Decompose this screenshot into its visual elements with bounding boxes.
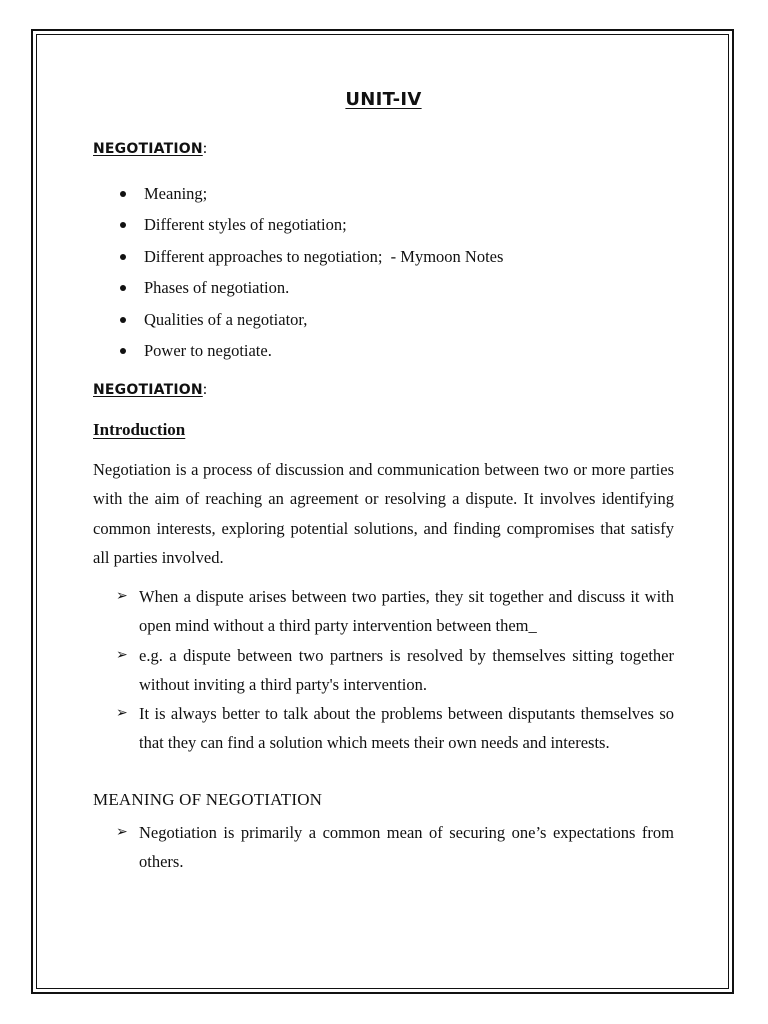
point-text: It is always better to talk about the problems between disputants themselves so that they can find a solution which meets their own needs and interests. [139,704,674,753]
bullet-dot-icon [120,191,126,197]
bullet-dot-icon [120,317,126,323]
topic-text: Different styles of negotiation; [144,215,347,235]
point-text: When a dispute arises between two parties, they sit together and discuss it with open mind without a third party intervention between them_ [139,587,674,636]
list-item [93,582,674,641]
section-heading-label: NEGOTIATION [93,382,203,398]
arrow-bullet-icon: ➢ [116,588,128,604]
topic-text: Phases of negotiation. [144,278,290,298]
section-heading-label: NEGOTIATION [93,141,203,157]
meaning-heading: MEANING OF NEGOTIATION [93,790,323,809]
intro-paragraph: Negotiation is a process of discussion and communication between two or more parties with the aim of reaching an agreement or resolving a dispute. It involves identifying common interests, exploring potential solutions, and finding compromises that satisfy all parties involved. [93,460,674,567]
list-item [93,641,674,700]
section-heading-negotiation-1 [93,140,207,158]
arrow-bullet-icon: ➢ [116,705,128,722]
bullet-dot-icon [120,222,126,228]
intro-heading: Introduction [93,420,186,439]
bullet-dot-icon [120,348,126,354]
list-item [93,335,503,366]
arrow-bullet-icon: ➢ [116,824,128,840]
unit-title: UNIT-IV [345,89,422,110]
point-list [93,582,674,758]
topic-list [93,178,503,366]
section-heading-colon: : [202,381,208,398]
point-text: Negotiation is primarily a common mean of securing one’s expectations from others. [139,823,674,872]
bullet-dot-icon [120,285,126,291]
arrow-bullet-icon: ➢ [116,646,128,663]
list-item [93,699,674,758]
section-heading-colon: : [202,140,208,157]
topic-text: Meaning; [144,184,208,203]
list-item [93,272,503,303]
topic-text: Qualities of a negotiator, [144,309,308,329]
meaning-point-list [93,818,674,877]
list-item [93,818,674,877]
list-item [93,241,503,272]
section-heading-negotiation-2 [93,381,207,399]
list-item [93,304,503,335]
bullet-dot-icon [120,254,126,260]
point-text: e.g. a dispute between two partners is resolved by themselves sitting together without inviting a third party's intervention. [139,645,674,694]
topic-text: Power to negotiate. [144,340,272,360]
list-item [93,209,503,240]
list-item [93,178,503,209]
topic-text: Different approaches to negotiation; - Mymoon Notes [144,246,504,266]
